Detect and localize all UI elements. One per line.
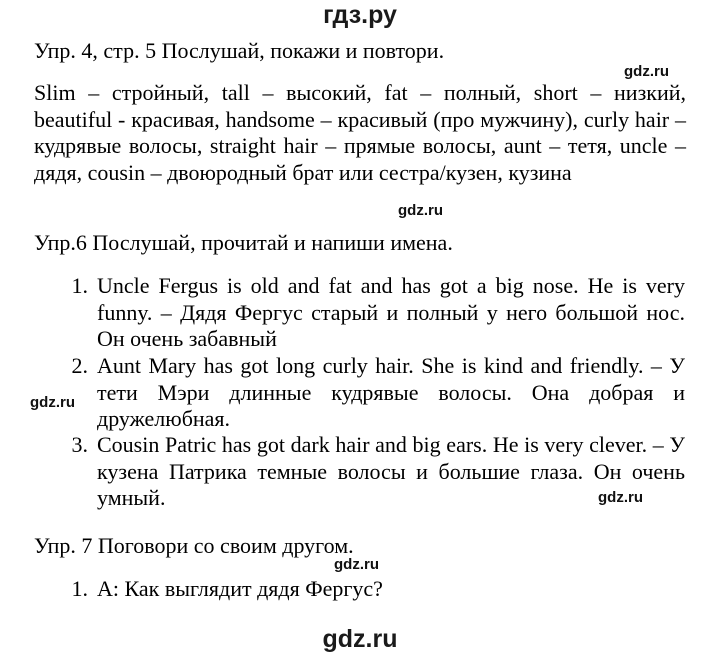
- list-item-number: 3.: [71, 432, 88, 457]
- list-item-text: Cousin Patric has got dark hair and big ears. He is very clever. – У кузена Патрика темные волосы и большие глаза. Он очень умный.: [97, 432, 685, 510]
- watermark: gdz.ru: [598, 489, 643, 506]
- exercise-4-heading: Упр. 4, стр. 5 Послушай, покажи и повтори.: [34, 38, 445, 63]
- site-footer-title: gdz.ru: [322, 625, 398, 653]
- list-item-text: A: Как выглядит дядя Фергус?: [97, 576, 383, 601]
- watermark: gdz.ru: [30, 394, 75, 411]
- site-title: гдз.ру: [323, 1, 397, 29]
- watermark: gdz.ru: [624, 63, 669, 80]
- exercise-6-heading: Упр.6 Послушай, прочитай и напиши имена.: [34, 230, 453, 255]
- list-item-number: 1.: [71, 273, 88, 298]
- list-item-text: Aunt Mary has got long curly hair. She is kind and friendly. – У тети Мэри длинные кудрявые волосы. Она добрая и дружелюбная.: [97, 353, 685, 431]
- list-item-text: Uncle Fergus is old and fat and has got a big nose. He is very funny. – Дядя Фергус старый и полный у него большой нос. Он очень забавный: [97, 273, 685, 351]
- exercise-7-heading: Упр. 7 Поговори со своим другом.: [34, 533, 354, 558]
- list-item-number: 2.: [71, 353, 88, 378]
- list-item-number: 1.: [71, 576, 88, 601]
- watermark: gdz.ru: [334, 556, 379, 573]
- watermark: gdz.ru: [398, 202, 443, 219]
- exercise-4-vocabulary: Slim – стройный, tall – высокий, fat – полный, short – низкий, beautiful - красивая, handsome – красивый (про мужчину), curly hair – кудрявые волосы, straight hair – прямые волосы, aunt – тетя, uncle – дядя, cousin – двоюродный брат или сестра/кузен, кузина: [34, 80, 686, 185]
